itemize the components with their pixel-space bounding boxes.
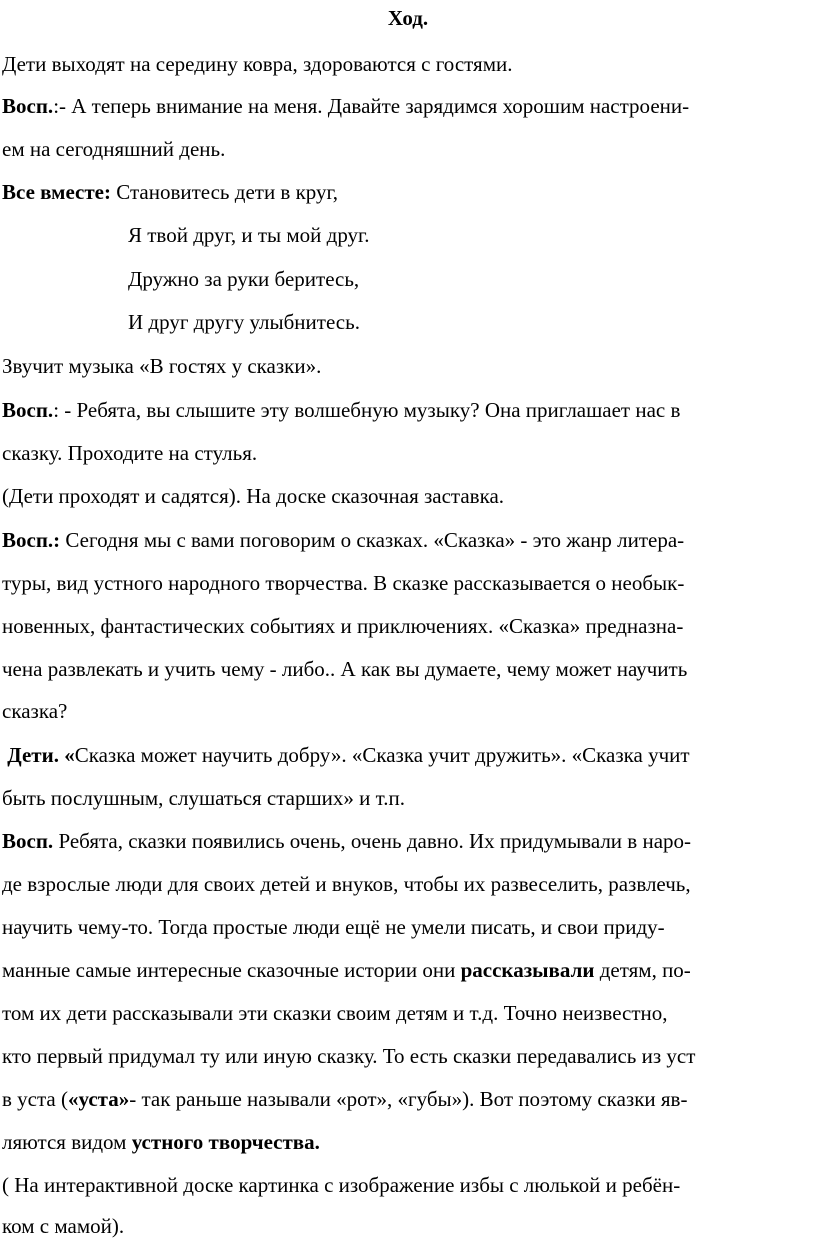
poem-line	[128, 265, 359, 293]
paragraph-line	[2, 956, 691, 984]
line-text: Ребята, сказки появились очень, очень давно. Их придумывали в наро-	[53, 829, 692, 853]
page-title: Ход.	[387, 6, 429, 30]
line-text: Звучит музыка «В гостях у сказки».	[2, 354, 322, 378]
paragraph-line	[2, 870, 691, 898]
line-text: туры, вид устного народного творчества. В сказке рассказывается о необык-	[2, 571, 685, 595]
line-text: том их дети рассказывали эти сказки своим детям и т.д. Точно неизвестно,	[2, 1001, 668, 1025]
line-text: быть послушным, слушаться старших» и т.п.	[2, 786, 405, 810]
line-text: сказку. Проходите на стулья.	[2, 441, 258, 465]
line-text: ( На интерактивной доске картинка с изображение избы с люлькой и ребён-	[2, 1173, 681, 1197]
line-text: кто первый придумал ту или иную сказку. То есть сказки передавались из уст	[2, 1044, 696, 1068]
paragraph-line	[2, 784, 405, 812]
paragraph-line	[2, 135, 225, 163]
emphasis-text: «уста»	[67, 1087, 130, 1111]
paragraph-line	[2, 741, 690, 769]
paragraph-line	[2, 1085, 687, 1113]
paragraph-line	[2, 1212, 124, 1240]
paragraph-line	[2, 827, 691, 855]
line-text: детям, по-	[594, 958, 691, 982]
line-text: Я твой друг, и ты мой друг.	[128, 223, 370, 247]
line-text: ком с мамой).	[2, 1214, 125, 1238]
line-text: научить чему-то. Тогда простые люди ещё не умели писать, и свои приду-	[2, 915, 665, 939]
speaker-label: Восп.:	[2, 528, 61, 552]
poem-line	[128, 221, 370, 249]
speaker-label: Восп.	[2, 398, 54, 422]
line-text: Сегодня мы с вами поговорим о сказках. «Сказка» - это жанр литера-	[60, 528, 685, 552]
line-text: :- А теперь внимание на меня. Давайте зарядимся хорошим настроени-	[53, 94, 690, 118]
speaker-label: Восп.	[2, 829, 54, 853]
paragraph-line	[2, 178, 338, 206]
line-text: : - Ребята, вы слышите эту волшебную музыку? Она приглашает нас в	[53, 398, 681, 422]
line-text: новенных, фантастических событиях и приключениях. «Сказка» предназна-	[2, 614, 684, 638]
line-text: - так раньше называли «рот», «губы»). Вот поэтому сказки яв-	[129, 1087, 688, 1111]
emphasis-text: рассказывали	[460, 958, 595, 982]
line-text: Сказка может научить добру». «Сказка учит дружить». «Сказка учит	[74, 743, 690, 767]
line-text: Дружно за руки беритесь,	[128, 267, 360, 291]
paragraph-line	[2, 1128, 320, 1156]
paragraph-line	[2, 439, 257, 467]
emphasis-text: устного творчества.	[131, 1130, 320, 1154]
line-text: (Дети проходят и садятся). На доске сказочная заставка.	[2, 484, 505, 508]
line-text: чена развлекать и учить чему - либо.. А как вы думаете, чему может научить	[2, 657, 688, 681]
speaker-label: Восп.	[2, 94, 54, 118]
line-text: ем на сегодняшний день.	[2, 137, 226, 161]
paragraph-line	[2, 655, 687, 683]
line-text: И друг другу улыбнитесь.	[128, 310, 360, 334]
poem-line	[128, 308, 360, 336]
line-text: сказка?	[2, 699, 68, 723]
paragraph-line	[2, 1171, 680, 1199]
paragraph-line	[2, 50, 512, 78]
paragraph-line	[2, 352, 321, 380]
line-text: в уста (	[2, 1087, 68, 1111]
paragraph-line	[2, 999, 668, 1027]
speaker-label: Дети. «	[2, 743, 75, 767]
line-text: манные самые интересные сказочные истории они	[2, 958, 461, 982]
line-text: Дети выходят на середину ковра, здороваются с гостями.	[2, 52, 513, 76]
paragraph-line	[2, 697, 67, 725]
line-text: де взрослые люди для своих детей и внуков, чтобы их развеселить, развлечь,	[2, 872, 691, 896]
line-text: ляются видом	[2, 1130, 132, 1154]
paragraph-line	[2, 396, 680, 424]
paragraph-line	[2, 526, 684, 554]
paragraph-line	[2, 569, 684, 597]
paragraph-line	[2, 913, 665, 941]
speaker-label: Все вместе:	[2, 180, 111, 204]
line-text: Становитесь дети в круг,	[110, 180, 339, 204]
paragraph-line	[2, 612, 683, 640]
paragraph-line	[2, 482, 504, 510]
paragraph-line	[2, 92, 689, 120]
paragraph-line	[2, 1042, 695, 1070]
